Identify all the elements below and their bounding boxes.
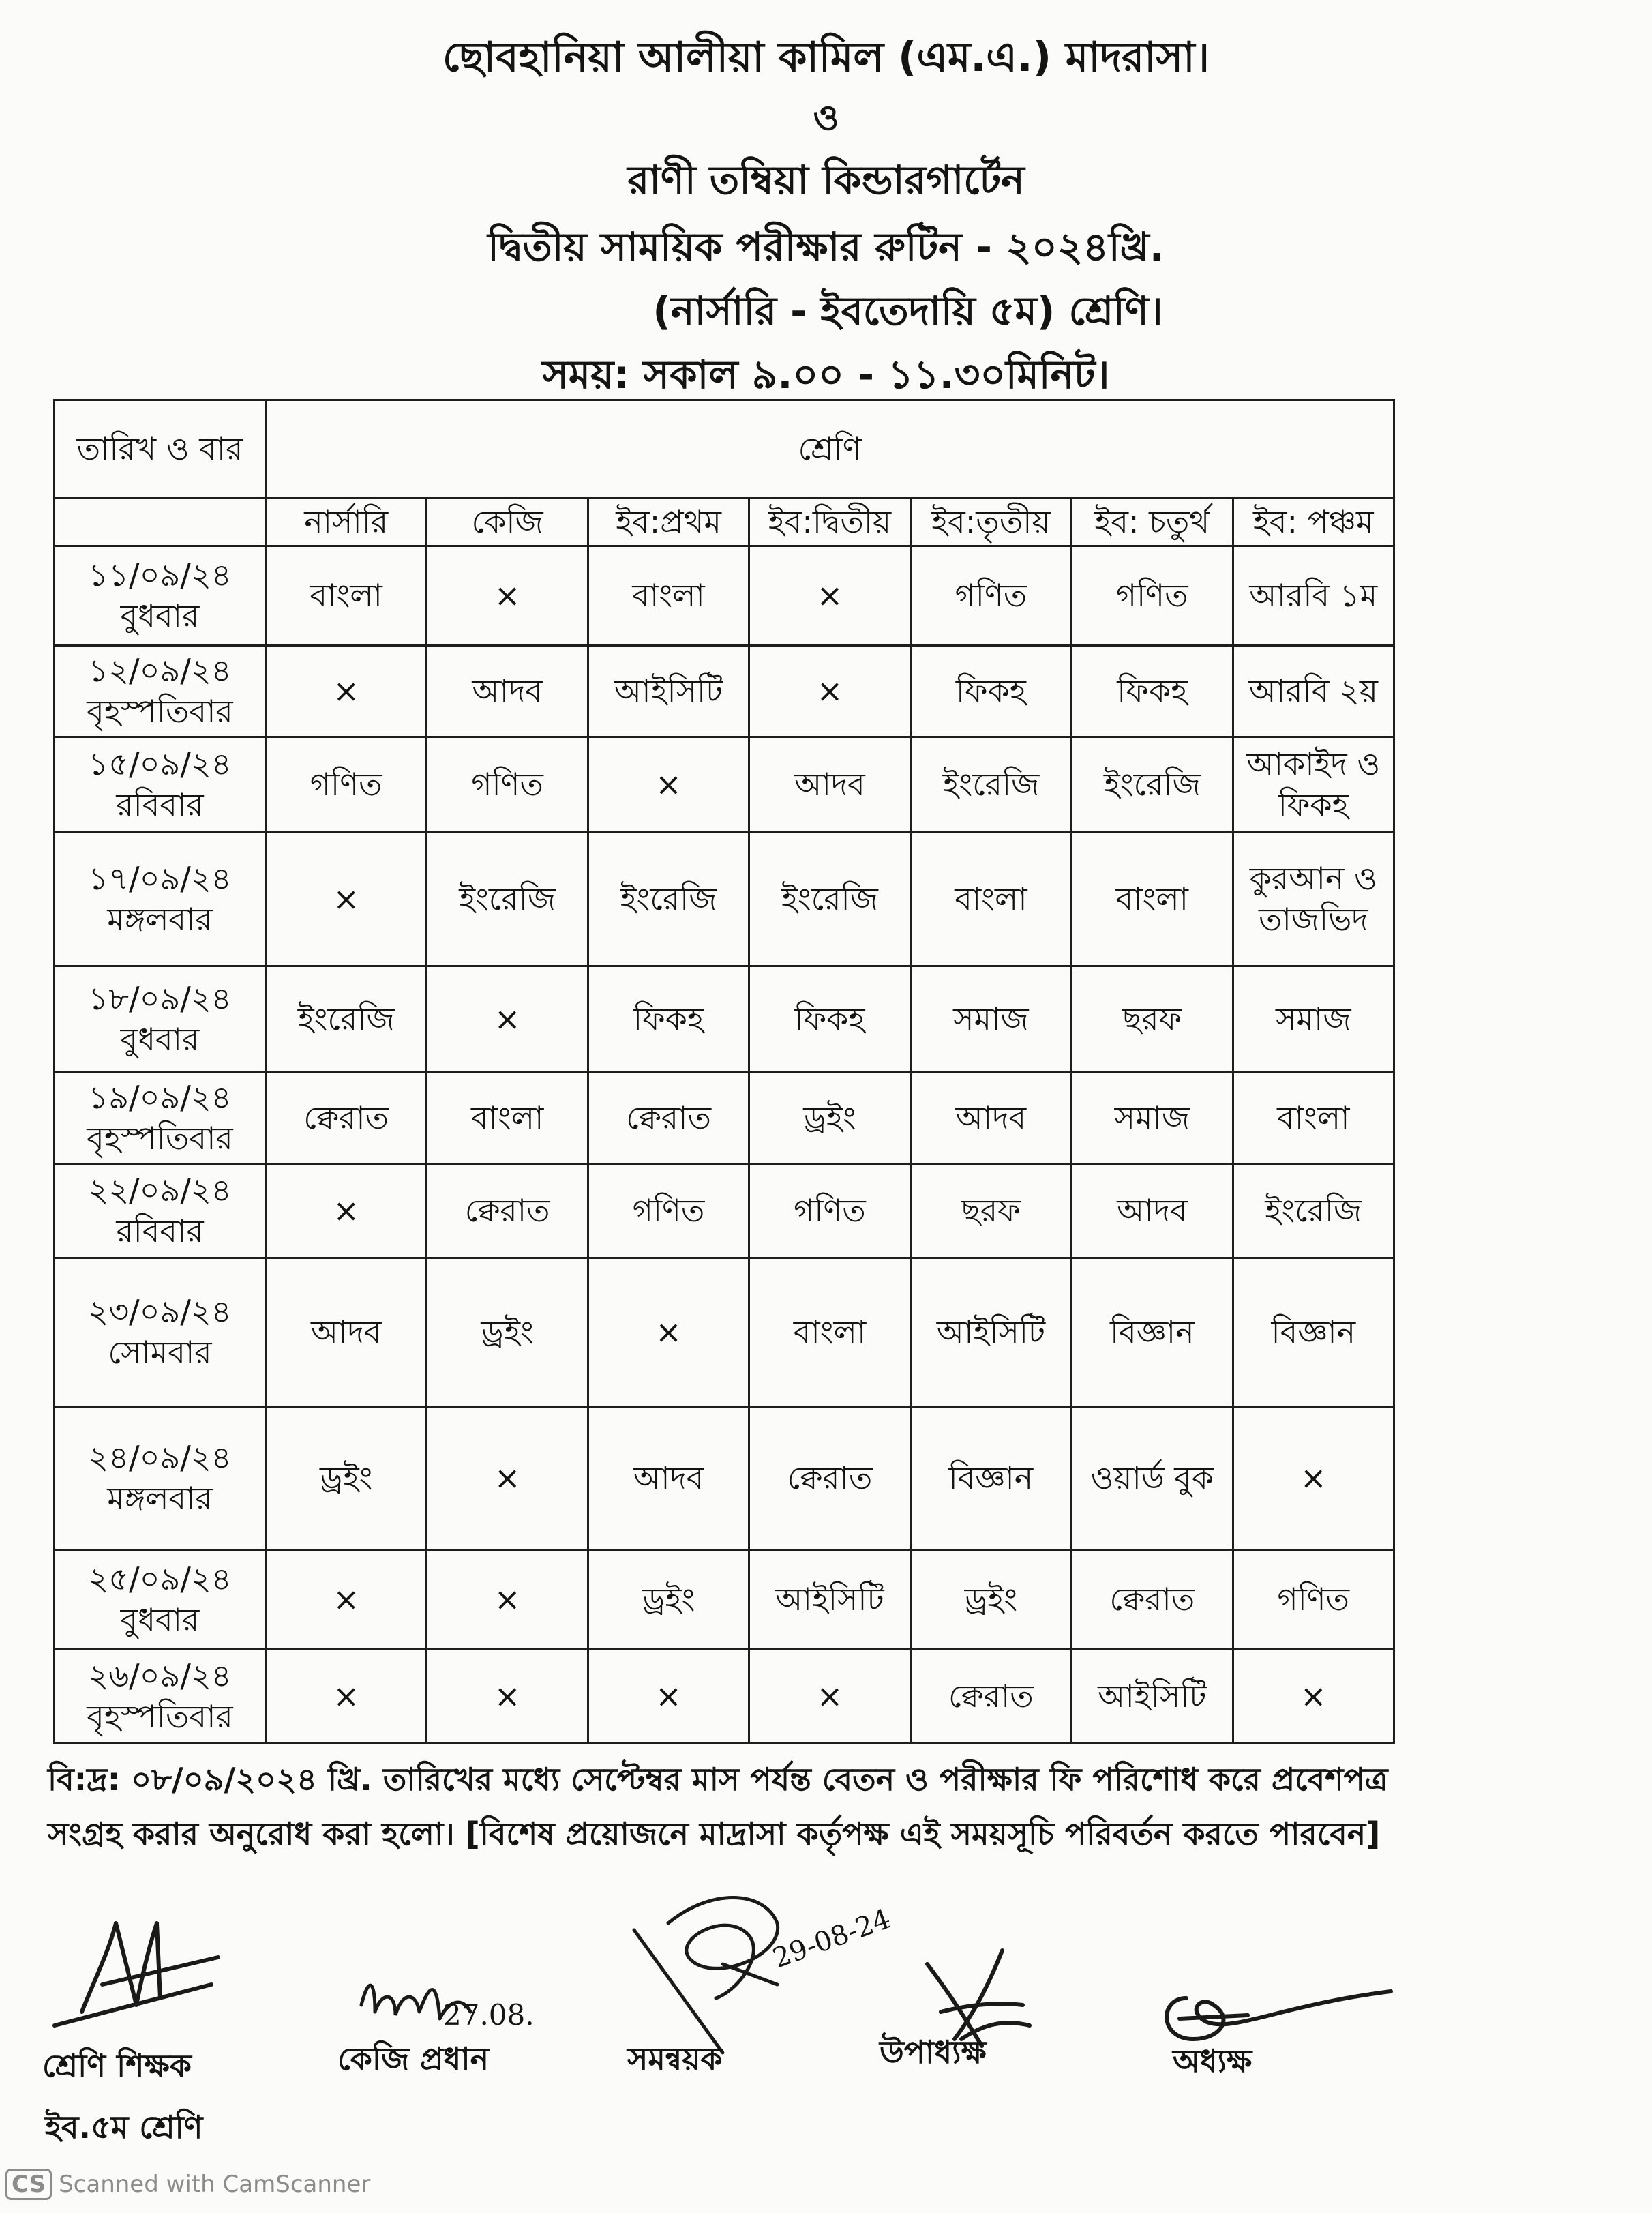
subject-cell: আদব [266, 1258, 427, 1407]
subject-cell: ড্রইং [910, 1550, 1071, 1650]
subject-cell: ফিকহ [1072, 646, 1233, 737]
exam-day: বুধবার [120, 597, 200, 634]
coordinator-date: 29-08-24 [768, 1903, 895, 1975]
exam-date: ২২/০৯/২৪ [88, 1171, 232, 1208]
table-row [55, 1073, 1394, 1164]
no-exam-cell: × [1233, 1407, 1394, 1550]
no-exam-cell: × [266, 1164, 427, 1258]
camscanner-logo: CS [5, 2169, 52, 2200]
subject-cell: ক্বেরাত [749, 1407, 910, 1550]
subject-cell: বাংলা [588, 546, 749, 646]
column-ibt-3: ইব:তৃতীয় [910, 499, 1071, 546]
subject-cell: ক্বেরাত [910, 1650, 1071, 1744]
no-exam-cell: × [749, 646, 910, 737]
subject-cell: ছরফ [1072, 966, 1233, 1073]
blank-cell [55, 499, 266, 546]
exam-day: রবিবার [116, 1212, 204, 1249]
no-exam-cell: × [588, 1650, 749, 1744]
subject-cell: আইসিটি [749, 1550, 910, 1650]
date-day-cell [55, 737, 266, 833]
scanner-watermark [5, 2169, 370, 2200]
table-row [55, 1407, 1394, 1550]
subject-cell: আইসিটি [588, 646, 749, 737]
subject-cell: আইসিটি [1072, 1650, 1233, 1744]
exam-day: মঙ্গলবার [107, 1479, 213, 1517]
exam-time: সময়: সকাল ৯.০০ - ১১.৩০মিনিট। [542, 351, 1110, 398]
class-teacher-signature-mark [41, 1910, 245, 2046]
subject-cell: ক্বেরাত [427, 1164, 588, 1258]
class-teacher-label: শ্রেণি শিক্ষক [42, 2047, 192, 2084]
table-row [55, 1258, 1394, 1407]
kindergarten-name: রাণী তম্বিয়া কিন্ডারগার্টেন [627, 157, 1025, 203]
date-day-cell [55, 966, 266, 1073]
class-columns-row [55, 499, 1394, 546]
subject-cell: ইংরেজি [1233, 1164, 1394, 1258]
subject-cell: ওয়ার্ড বুক [1072, 1407, 1233, 1550]
table-row [55, 737, 1394, 833]
no-exam-cell: × [266, 646, 427, 737]
date-day-cell [55, 1073, 266, 1164]
subject-cell: আরবি ২য় [1233, 646, 1394, 737]
date-day-cell [55, 1407, 266, 1550]
subject-cell: গণিত [588, 1164, 749, 1258]
subject-cell: বাংলা [427, 1073, 588, 1164]
no-exam-cell: × [427, 1550, 588, 1650]
class-group-header: শ্রেণি [266, 400, 1394, 499]
exam-day: মঙ্গলবার [107, 900, 213, 938]
date-day-cell [55, 1258, 266, 1407]
subject-cell: ফিকহ [588, 966, 749, 1073]
subject-cell: বিজ্ঞান [1233, 1258, 1394, 1407]
subject-cell: ড্রইং [266, 1407, 427, 1550]
no-exam-cell: × [749, 546, 910, 646]
kg-head-date: 27.08. [443, 1998, 535, 2032]
subject-cell: আদব [588, 1407, 749, 1550]
subject-cell: আইসিটি [910, 1258, 1071, 1407]
subject-cell: বাংলা [1072, 833, 1233, 966]
institution-name: ছোবহানিয়া আলীয়া কামিল (এম.এ.) মাদরাসা। [442, 33, 1210, 81]
no-exam-cell: × [749, 1650, 910, 1744]
subject-cell: ইংরেজি [1072, 737, 1233, 833]
class-range: (নার্সারি - ইবতেদায়ি ৫ম) শ্রেণি। [652, 288, 1163, 334]
subject-cell: ইংরেজি [588, 833, 749, 966]
table-row [55, 546, 1394, 646]
no-exam-cell: × [427, 966, 588, 1073]
date-day-cell [55, 1164, 266, 1258]
coordinator-label: সমন্বয়ক [627, 2040, 723, 2077]
subject-cell: ক্বেরাত [266, 1073, 427, 1164]
subject-cell: আদব [749, 737, 910, 833]
notice-line-1: বি:দ্র: ০৮/০৯/২০২৪ খ্রি. তারিখের মধ্যে সেপ্টেম্বর মাস পর্যন্ত বেতন ও পরীক্ষার ফি পরিশোধ করে প্রবেশপত্র [48, 1761, 1388, 1798]
exam-date: ১৫/০৯/২৪ [88, 745, 232, 782]
exam-title: দ্বিতীয় সাময়িক পরীক্ষার রুটিন - ২০২৪খ্রি. [487, 224, 1165, 270]
subject-cell: বাংলা [1233, 1073, 1394, 1164]
no-exam-cell: × [266, 833, 427, 966]
subject-cell: ইংরেজি [910, 737, 1071, 833]
watermark-text: Scanned with CamScanner [59, 2171, 371, 2198]
exam-date: ২৫/০৯/২৪ [88, 1560, 232, 1597]
exam-date: ২৪/০৯/২৪ [88, 1438, 232, 1476]
subject-cell: গণিত [1072, 546, 1233, 646]
exam-day: বৃহস্পতিবার [87, 1697, 233, 1735]
coordinator-signature-mark [627, 1882, 886, 2060]
exam-date: ১১/০৯/২৪ [88, 556, 232, 593]
subject-cell: আদব [427, 646, 588, 737]
no-exam-cell: × [427, 1650, 588, 1744]
subject-cell: সমাজ [1233, 966, 1394, 1073]
date-day-cell [55, 546, 266, 646]
date-day-cell [55, 833, 266, 966]
table-row [55, 833, 1394, 966]
subject-cell: বাংলা [910, 833, 1071, 966]
table-row [55, 1650, 1394, 1744]
notice-line-2: সংগ্রহ করার অনুরোধ করা হলো। [বিশেষ প্রয়োজনে মাদ্রাসা কর্তৃপক্ষ এই সময়সূচি পরিবর্তন করতে পারবেন] [48, 1815, 1381, 1852]
no-exam-cell: × [427, 546, 588, 646]
exam-date: ২৬/০৯/২৪ [88, 1657, 232, 1694]
subject-cell: ফিকহ [910, 646, 1071, 737]
subject-cell: কুরআন ও তাজভিদ [1233, 833, 1394, 966]
subject-cell: ক্বেরাত [588, 1073, 749, 1164]
exam-date: ১২/০৯/২৪ [88, 651, 232, 689]
column-ibt-1: ইব:প্রথম [588, 499, 749, 546]
exam-day: রবিবার [116, 786, 204, 823]
exam-date: ১৭/০৯/২৪ [88, 859, 232, 897]
subject-cell: বাংলা [749, 1258, 910, 1407]
exam-date: ১৯/০৯/২৪ [88, 1078, 232, 1116]
column-ibt-4: ইব: চতুর্থ [1072, 499, 1233, 546]
no-exam-cell: × [1233, 1650, 1394, 1744]
subject-cell: গণিত [749, 1164, 910, 1258]
exam-date: ২৩/০৯/২৪ [88, 1292, 232, 1330]
subject-cell: ছরফ [910, 1164, 1071, 1258]
exam-date: ১৮/০৯/২৪ [88, 979, 232, 1017]
no-exam-cell: × [266, 1550, 427, 1650]
subject-cell: বিজ্ঞান [910, 1407, 1071, 1550]
subject-cell: আদব [1072, 1164, 1233, 1258]
exam-day: সোমবার [108, 1333, 212, 1371]
subject-cell: ড্রইং [427, 1258, 588, 1407]
table-header-row [55, 400, 1394, 499]
no-exam-cell: × [588, 1258, 749, 1407]
subject-cell: আদব [910, 1073, 1071, 1164]
exam-day: বৃহস্পতিবার [87, 1119, 233, 1157]
column-ibt-2: ইব:দ্বিতীয় [749, 499, 910, 546]
class-teacher-sublabel: ইব.৫ম শ্রেণি [45, 2109, 203, 2145]
conjunction-line: ও [813, 98, 839, 138]
exam-day: বুধবার [120, 1601, 200, 1638]
date-day-header: তারিখ ও বার [55, 400, 266, 499]
subject-cell: আরবি ১ম [1233, 546, 1394, 646]
subject-cell: ফিকহ [749, 966, 910, 1073]
subject-cell: বাংলা [266, 546, 427, 646]
subject-cell: ইংরেজি [427, 833, 588, 966]
subject-cell: গণিত [266, 737, 427, 833]
coordinator-signature [627, 1882, 886, 2060]
column-nursery: নার্সারি [266, 499, 427, 546]
kg-head-label: কেজি প্রধান [337, 2040, 490, 2077]
subject-cell: ক্বেরাত [1072, 1550, 1233, 1650]
subject-cell: আকাইদ ও ফিকহ [1233, 737, 1394, 833]
principal-label: অধ্যক্ষ [1173, 2043, 1252, 2079]
subject-cell: গণিত [1233, 1550, 1394, 1650]
subject-cell: ড্রইং [588, 1550, 749, 1650]
table-row [55, 966, 1394, 1073]
subject-cell: সমাজ [910, 966, 1071, 1073]
date-day-cell [55, 646, 266, 737]
subject-cell: ইংরেজি [749, 833, 910, 966]
exam-routine-table [53, 399, 1395, 1744]
subject-cell: বিজ্ঞান [1072, 1258, 1233, 1407]
table-row [55, 646, 1394, 737]
subject-cell: গণিত [910, 546, 1071, 646]
no-exam-cell: × [427, 1407, 588, 1550]
column-ibt-5: ইব: পঞ্চম [1233, 499, 1394, 546]
subject-cell: ড্রইং [749, 1073, 910, 1164]
vice-principal-label: উপাধ্যক্ষ [880, 2034, 987, 2070]
no-exam-cell: × [266, 1650, 427, 1744]
no-exam-cell: × [588, 737, 749, 833]
subject-cell: গণিত [427, 737, 588, 833]
subject-cell: ইংরেজি [266, 966, 427, 1073]
exam-day: বৃহস্পতিবার [87, 692, 233, 730]
date-day-cell [55, 1550, 266, 1650]
table-row [55, 1550, 1394, 1650]
table-row [55, 1164, 1394, 1258]
date-day-cell [55, 1650, 266, 1744]
column-kg: কেজি [427, 499, 588, 546]
subject-cell: সমাজ [1072, 1073, 1233, 1164]
exam-day: বুধবার [120, 1020, 200, 1058]
